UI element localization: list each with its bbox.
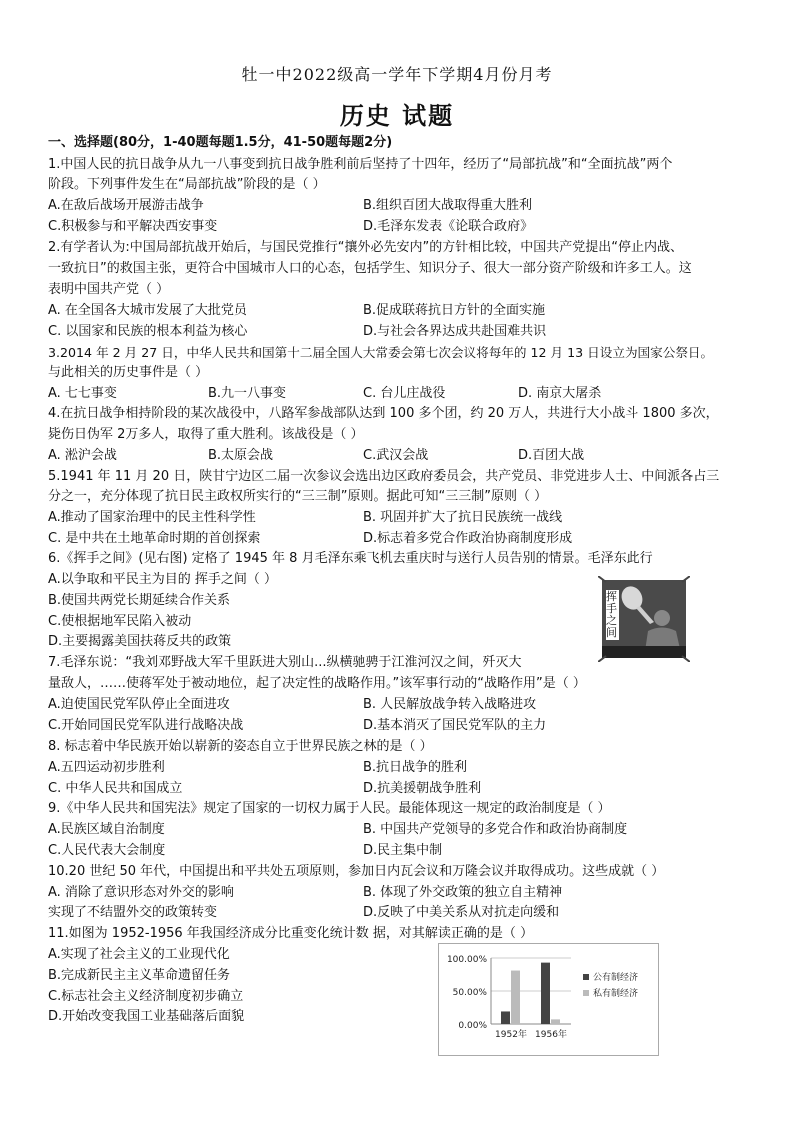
q6-option-b: B.使国共两党长期延续合作关系: [48, 593, 231, 608]
question-6-line-1: 6.《挥手之间》(见右图) 定格了 1945 年 8 月毛泽东乘飞机去重庆时与送行人员告别的情景。毛泽东此行: [48, 551, 653, 566]
q4-option-d: D.百团大战: [518, 448, 585, 463]
q9-option-c: C.人民代表大会制度: [48, 843, 166, 858]
legend-swatch: [583, 990, 589, 996]
x-tick-label: 1952年: [495, 1030, 527, 1040]
q7-option-c: C.开始同国民党军队进行战略决战: [48, 718, 244, 733]
q8-option-c: C. 中华人民共和国成立: [48, 781, 183, 796]
q1-option-b: B.组织百团大战取得重大胜利: [363, 198, 533, 213]
q5-option-d: D.标志着多党合作政治协商制度形成: [363, 531, 573, 546]
question-3-line-2: 与此相关的历史事件是（ ）: [48, 365, 209, 380]
question-11-line-1: 11.如图为 1952-1956 年我国经济成分比重变化统计数 据，对其解读正确的是（ ）: [48, 926, 534, 941]
legend-label: 私有制经济: [593, 989, 639, 999]
q3-option-a: A. 七七事变: [48, 386, 117, 401]
q9-option-a: A.民族区域自治制度: [48, 822, 165, 837]
question-4-line-2: 毙伤日伪军 2万多人，取得了重大胜利。该战役是（ ）: [48, 427, 364, 442]
q10-option-d: D.反映了中美关系从对抗走向缓和: [363, 905, 560, 920]
question-2-line-2: 一致抗日”的救国主张，更符合中国城市人口的心态，包括学生、知识分子、很大一部分资产阶级和许多工人。这: [48, 261, 692, 276]
q6-option-a: A.以争取和平民主为目的 挥手之间（ ）: [48, 572, 278, 587]
question-4-line-1: 4.在抗日战争相持阶段的某次战役中，八路军参战部队达到 100 多个团，约 20 万人，共进行大小战斗 1800 多次，: [48, 406, 719, 421]
q10-option-c: 实现了不结盟外交的政策转变: [48, 905, 218, 920]
bar-private-1952年: [511, 971, 520, 1024]
photo-caption: 挥手之间: [606, 590, 617, 639]
question-5-line-1: 5.1941 年 11 月 20 日，陕甘宁边区二届一次参议会选出边区政府委员会，共产党员、非党进步人士、中间派各占三: [48, 469, 720, 484]
question-7-line-2: 量敌人，……使蒋军处于被动地位，起了决定性的战略作用。”该军事行动的“战略作用”是（ ）: [48, 676, 586, 691]
q2-option-d: D.与社会各界达成共赴国难共识: [363, 324, 547, 339]
q8-option-a: A.五四运动初步胜利: [48, 760, 165, 775]
q10-option-a: A. 消除了意识形态对外交的影响: [48, 885, 234, 900]
bar-private-1956年: [551, 1019, 560, 1024]
q2-option-b: B.促成联蒋抗日方针的全面实施: [363, 303, 546, 318]
question-7-line-1: 7.毛泽东说：“我刘邓野战大军千里跃进大别山...纵横驰骋于江淮河汉之间，歼灭大: [48, 655, 522, 670]
question-1-line-1: 1.中国人民的抗日战争从九一八事变到抗日战争胜利前后坚持了十四年，经历了“局部抗战”和“全面抗战”两个: [48, 157, 673, 172]
question-2-line-1: 2.有学者认为:中国局部抗战开始后，与国民党推行“攘外必先安内”的方针相比较，中国共产党提出“停止内战、: [48, 240, 683, 255]
q11-option-d: D.开始改变我国工业基础落后面貌: [48, 1009, 245, 1024]
q4-option-a: A. 淞沪会战: [48, 448, 117, 463]
q7-option-d: D.基本消灭了国民党军队的主力: [363, 718, 547, 733]
q9-option-d: D.民主集中制: [363, 843, 443, 858]
legend-label: 公有制经济: [593, 973, 639, 983]
bar-public-1952年: [501, 1011, 510, 1024]
question-10-line-1: 10.20 世纪 50 年代，中国提出和平共处五项原则，参加日内瓦会议和万隆会议并取得成功。这些成就（ ）: [48, 864, 665, 879]
q10-option-b: B. 体现了外交政策的独立自主精神: [363, 885, 563, 900]
q1-option-d: D.毛泽东发表《论联合政府》: [363, 219, 534, 234]
x-tick-label: 1956年: [535, 1030, 567, 1040]
question-5-line-2: 分之一，充分体现了抗日民主政权所实行的“三三制”原则。据此可知“三三制”原则（ ）: [48, 489, 548, 504]
q7-option-b: B. 人民解放战争转入战略进攻: [363, 697, 537, 712]
q11-option-b: B.完成新民主主义革命遗留任务: [48, 968, 231, 983]
school-line: 牡一中2022级高一学年下学期4月份月考: [241, 65, 553, 84]
q5-option-c: C. 是中共在土地革命时期的首创探索: [48, 531, 261, 546]
question-8-line-1: 8. 标志着中华民族开始以崭新的姿态自立于世界民族之林的是（ ）: [48, 739, 433, 754]
q5-option-b: B. 巩固并扩大了抗日民族统一战线: [363, 510, 563, 525]
y-tick-label: 0.00%: [458, 1021, 487, 1031]
q6-option-d: D.主要揭露美国扶蒋反共的政策: [48, 634, 232, 649]
photo-farewell: [598, 576, 690, 662]
y-tick-label: 50.00%: [452, 988, 487, 998]
q2-option-a: A. 在全国各大城市发展了大批党员: [48, 303, 247, 318]
q6-option-c: C.使根据地军民陷入被动: [48, 614, 192, 629]
legend-swatch: [583, 974, 589, 980]
q11-option-a: A.实现了社会主义的工业现代化: [48, 947, 230, 962]
bar-public-1956年: [541, 963, 550, 1024]
q4-option-c: C.武汉会战: [363, 448, 429, 463]
question-3-line-1: 3.2014 年 2 月 27 日，中华人民共和国第十二届全国人大常委会第七次会议将每年的 12 月 13 日设立为国家公祭日。: [48, 345, 714, 360]
question-1-line-2: 阶段。下列事件发生在“局部抗战”阶段的是（ ）: [48, 177, 326, 192]
q8-option-d: D.抗美援朝战争胜利: [363, 781, 482, 796]
q3-option-b: B.九一八事变: [208, 386, 287, 401]
q4-option-b: B.太原会战: [208, 448, 274, 463]
question-2-line-3: 表明中国共产党（ ）: [48, 282, 170, 297]
page-title: 历史 试题: [339, 101, 455, 130]
q8-option-b: B.抗日战争的胜利: [363, 760, 468, 775]
economy-chart: [438, 943, 659, 1056]
q5-option-a: A.推动了国家治理中的民主性科学性: [48, 510, 256, 525]
q9-option-b: B. 中国共产党领导的多党合作和政治协商制度: [363, 822, 628, 837]
q3-option-c: C. 台儿庄战役: [363, 386, 446, 401]
chart-svg: [439, 944, 658, 1055]
q3-option-d: D. 南京大屠杀: [518, 386, 602, 401]
q1-option-a: A.在敌后战场开展游击战争: [48, 198, 204, 213]
q7-option-a: A.迫使国民党军队停止全面进攻: [48, 697, 230, 712]
q1-option-c: C.积极参与和平解决西安事变: [48, 219, 218, 234]
q11-option-c: C.标志社会主义经济制度初步确立: [48, 989, 244, 1004]
question-9-line-1: 9.《中华人民共和国宪法》规定了国家的一切权力属于人民。最能体现这一规定的政治制度是（ ）: [48, 801, 611, 816]
q2-option-c: C. 以国家和民族的根本利益为核心: [48, 324, 248, 339]
section-heading: 一、选择题(80分，1-40题每题1.5分，41-50题每题2分): [48, 135, 393, 150]
y-tick-label: 100.00%: [446, 955, 487, 965]
